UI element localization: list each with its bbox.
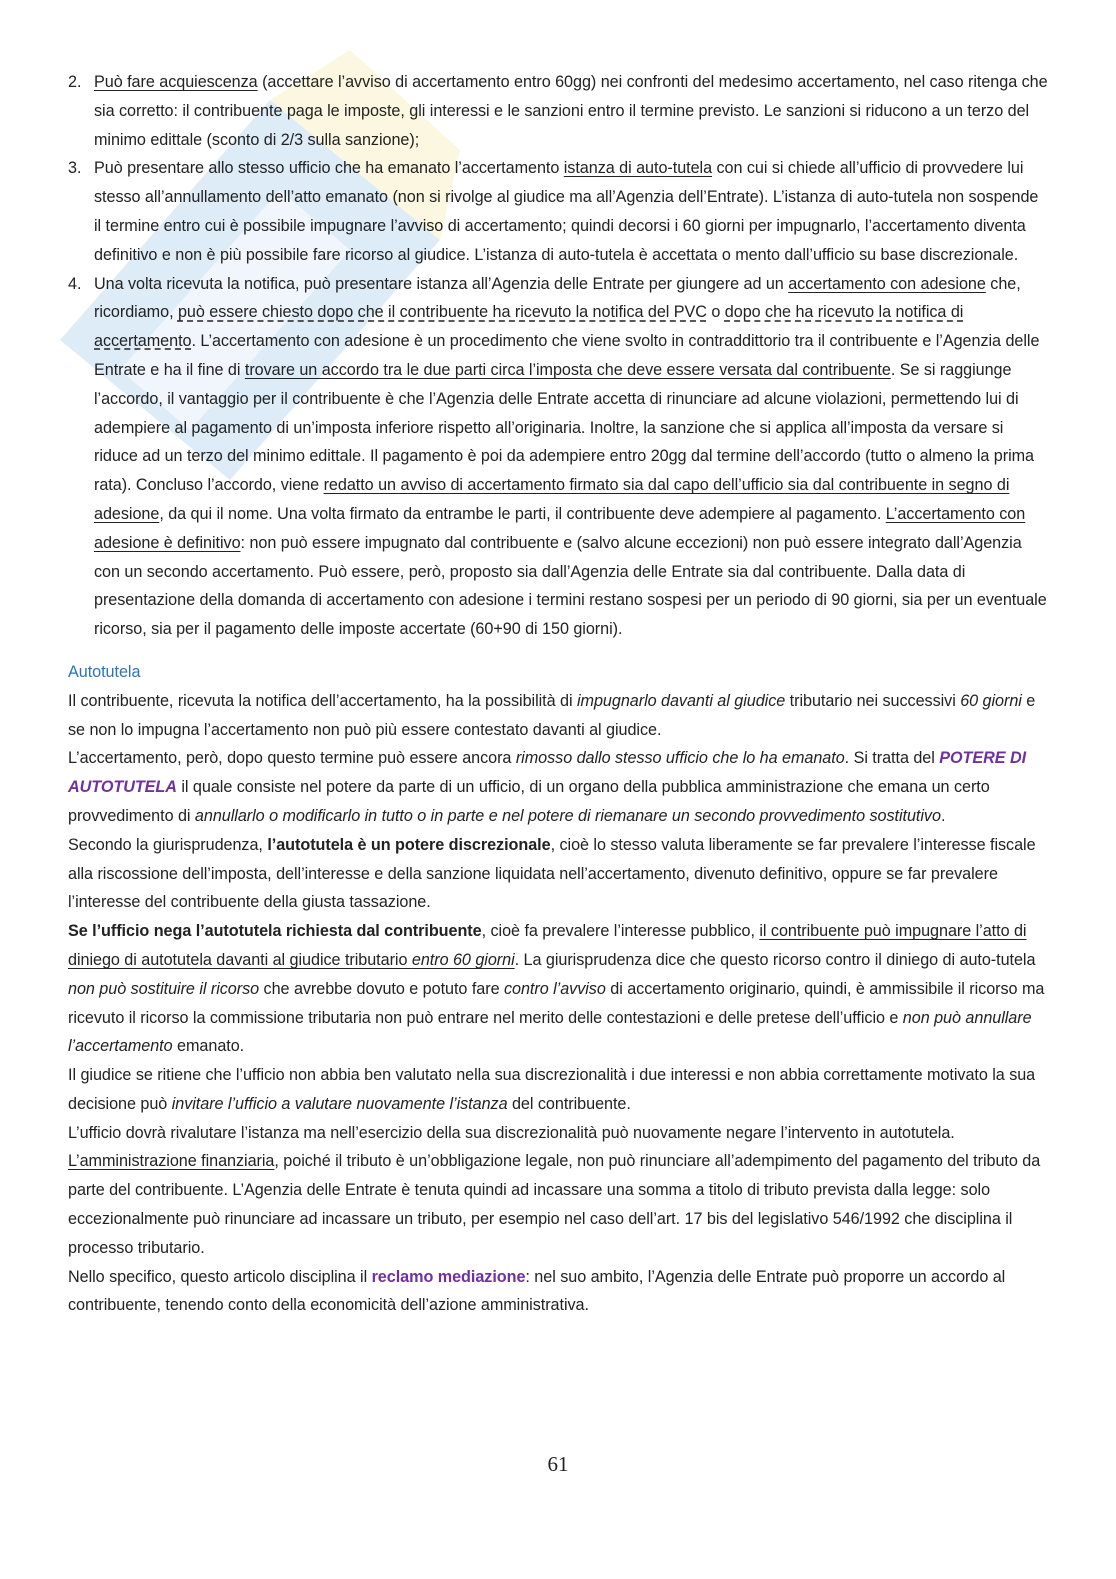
text-span: . Si tratta del (844, 749, 940, 768)
paragraph (68, 1119, 1048, 1263)
text-span: . La giurisprudenza dice che questo ricorso contro il diniego di auto-tutela (514, 950, 1036, 969)
text-span: Secondo la giurisprudenza, (68, 835, 268, 854)
text-span: . L’accertamento con adesione è un procedimento che viene svolto in contraddittorio tra il contribuente e l’Agenzia delle Entrate e ha il fine di (94, 332, 1040, 379)
text-span: L’ufficio dovrà rivalutare l’istanza ma nell’esercizio della sua discrezionalità può nuovamente negare l’intervento in autotutela. (68, 1123, 955, 1142)
list-number: 2. (68, 73, 82, 91)
underlined-text: istanza di auto-tutela (563, 159, 713, 178)
text-span: , da qui il nome. Una volta firmato da entrambe le parti, il contribuente deve adempiere al pagamento. (159, 504, 886, 523)
text-span: L’accertamento, però, dopo questo termine può essere ancora (68, 749, 516, 768)
list-number: 4. (68, 274, 82, 293)
text-span: Nello specifico, questo articolo disciplina il (68, 1267, 372, 1286)
paragraph (68, 1061, 1048, 1119)
underlined-text: trovare un accordo tra le due parti circa l’imposta che deve essere versata dal contribuente (244, 360, 891, 379)
underlined-text: redatto un avviso di accertamento firmato sia dal capo dell’ufficio sia dal contribuente in segno di adesione (94, 476, 1010, 523)
page-content (68, 68, 1048, 1320)
bold-text: Se l’ufficio nega l’autotutela richiesta dal contribuente (68, 922, 482, 941)
text-span: : non può essere impugnato dal contribuente e (salvo alcune eccezioni) non può essere integrato dall’Agenzia con un secondo accertamento. Può essere, però, proposto sia dall’Agenzia delle Entrate sia dal contribuente. Dalla data di presentazione della domanda di accertamento con adesione i termini restano sospesi per un periodo di 90 giorni, sia per un eventuale ricorso, sia per il pagamento delle imposte accertate (60+90 di 150 giorni). (94, 533, 1047, 639)
paragraph (68, 744, 1048, 830)
text-span: con cui si chiede all’ufficio di provvedere lui stesso all’annullamento dell’atto emanato (non si rivolge al giudice ma all’Agenzia dell’Entrate). L’istanza di auto-tutela non sospende il termine entro cui è possibile impugnare l’avviso di accertamento; quindi decorsi i 60 giorni per impugnarlo, l’accertamento diventa definitivo e non è più possibile fare ricorso al giudice. L’istanza di auto-tutela è accettata o mento dall’ufficio su base discrezionale. (94, 159, 1039, 264)
text-span: del contribuente. (507, 1094, 631, 1113)
dashed-underlined-text: può essere chiesto dopo che il contribuente ha ricevuto la notifica del PVC (177, 303, 707, 322)
text-span: (accettare l’avviso di accertamento entro 60gg) nei confronti del medesimo accertamento, nel caso ritenga che sia corretto: il contribuente paga le imposte, gli interessi e le sanzioni entro il termine previsto. Le sanzioni si riducono a un terzo del minimo edittale (sconto di 2/3 sulla sanzione); (94, 73, 1048, 149)
bold-text: l’autotutela è un potere discrezionale (267, 835, 551, 854)
underlined-text: L’accertamento con adesione è definitivo (94, 504, 1026, 552)
italic-text: non può annullare l’accertamento (68, 1008, 1032, 1056)
italic-text: 60 giorni (960, 691, 1022, 710)
section-heading: Autotutela (68, 662, 141, 681)
text-span: di accertamento originario, quindi, è ammissibile il ricorso ma ricevuto il ricorso la commissione tributaria non può entrare nel merito delle contestazioni e delle pretese dell’ufficio e (68, 979, 1045, 1027)
italic-text: rimosso dallo stesso ufficio che lo ha emanato (515, 749, 845, 768)
italic-text: non può sostituire il ricorso (68, 979, 260, 998)
paragraph (68, 917, 1048, 1061)
italic-text: impugnarlo davanti al giudice (576, 691, 786, 710)
text-span: . (940, 806, 946, 825)
text-span: . Se si raggiunge l’accordo, il vantaggio per il contribuente è che l’Agenzia delle Entrate accetta di rinunciare ad alcune violazioni, permettendo lui di adempiere al pagamento di un’imposta inferiore rispetto all’originaria. Inoltre, la sanzione che si applica all’imposta da versare si riduce ad un terzo del minimo edittale. Il pagamento è poi da adempiere entro 20gg dal termine dell’accordo (tutto o almeno la prima rata). Concluso l’accordo, viene (94, 360, 1035, 495)
text-span: o (706, 303, 725, 322)
page-number: 61 (547, 1452, 569, 1476)
paragraph (68, 831, 1048, 917)
highlight-term: reclamo mediazione (371, 1267, 526, 1286)
text-span: Il contribuente, ricevuta la notifica dell’accertamento, ha la possibilità di (68, 691, 577, 710)
italic-text: annullarlo o modificarlo in tutto o in parte e nel potere di riemanare un secondo provvedimento sostitutivo (194, 806, 941, 825)
text-span: Può presentare allo stesso ufficio che ha emanato l’accertamento (94, 159, 564, 178)
text-span: Il giudice se ritiene che l’ufficio non abbia ben valutato nella sua discrezionalità i due interessi e non abbia correttamente motivato la sua decisione può (68, 1066, 1036, 1113)
text-span: il quale consiste nel potere da parte di un ufficio, di un organo della pubblica amministrazione che emana un certo provvedimento di (68, 778, 990, 825)
list-item (68, 270, 1048, 644)
text-span: emanato. (172, 1037, 245, 1056)
text-span: tributario nei successivi (785, 691, 961, 710)
text-span: e se non lo impugna l’accertamento non può più essere contestato davanti al giudice. (68, 691, 1036, 739)
text-span: che, ricordiamo, (94, 274, 1021, 322)
numbered-list (68, 68, 1048, 644)
list-number: 3. (68, 159, 82, 178)
italic-underlined-text: entro 60 giorni (411, 950, 515, 969)
underlined-text: il contribuente può impugnare l’atto di diniego di autotutela davanti al giudice tributario (68, 922, 1027, 969)
italic-text: invitare l’ufficio a valutare nuovamente l’istanza (171, 1094, 508, 1113)
text-span: : nel suo ambito, l’Agenzia delle Entrate può proporre un accordo al contribuente, tenendo conto della economicità dell’azione amministrativa. (68, 1267, 1006, 1315)
text-span: , cioè fa prevalere l’interesse pubblico, (481, 922, 760, 941)
paragraph (68, 687, 1048, 745)
text-span: Una volta ricevuta la notifica, può presentare istanza all’Agenzia delle Entrate per giungere ad un (94, 274, 789, 293)
underlined-text: accertamento con adesione (788, 274, 986, 293)
list-item (68, 68, 1048, 154)
dashed-underlined-text: dopo che ha ricevuto la notifica di accertamento (94, 303, 964, 351)
text-span: che avrebbe dovuto e potuto fare (259, 979, 504, 998)
text-span: , cioè lo stesso valuta liberamente se far prevalere l’interesse fiscale alla riscossione dell’imposta, dell’interesse e della sanzione liquidata nell’accertamento, divenuto definitivo, oppure se far prevalere l’interesse del contribuente della giusta tassazione. (68, 835, 1036, 912)
paragraph (68, 1263, 1048, 1321)
list-item (68, 154, 1048, 269)
highlight-term: POTERE DI AUTOTUTELA (68, 749, 1027, 797)
text-span: , poiché il tributo è un’obbligazione legale, non può rinunciare all’adempimento del pagamento del tributo da parte del contribuente. L’Agenzia delle Entrate è tenuta quindi ad incassare una somma a titolo di tributo prevista dalla legge: solo eccezionalmente può rinunciare ad incassare un tributo, per esempio nel caso dell’art. 17 bis del legislativo 546/1992 che disciplina il processo tributario. (68, 1152, 1041, 1257)
underlined-text: L’amministrazione finanziaria (68, 1152, 275, 1171)
underlined-text: Può fare acquiescenza (94, 73, 258, 91)
italic-text: contro l’avviso (503, 979, 606, 998)
